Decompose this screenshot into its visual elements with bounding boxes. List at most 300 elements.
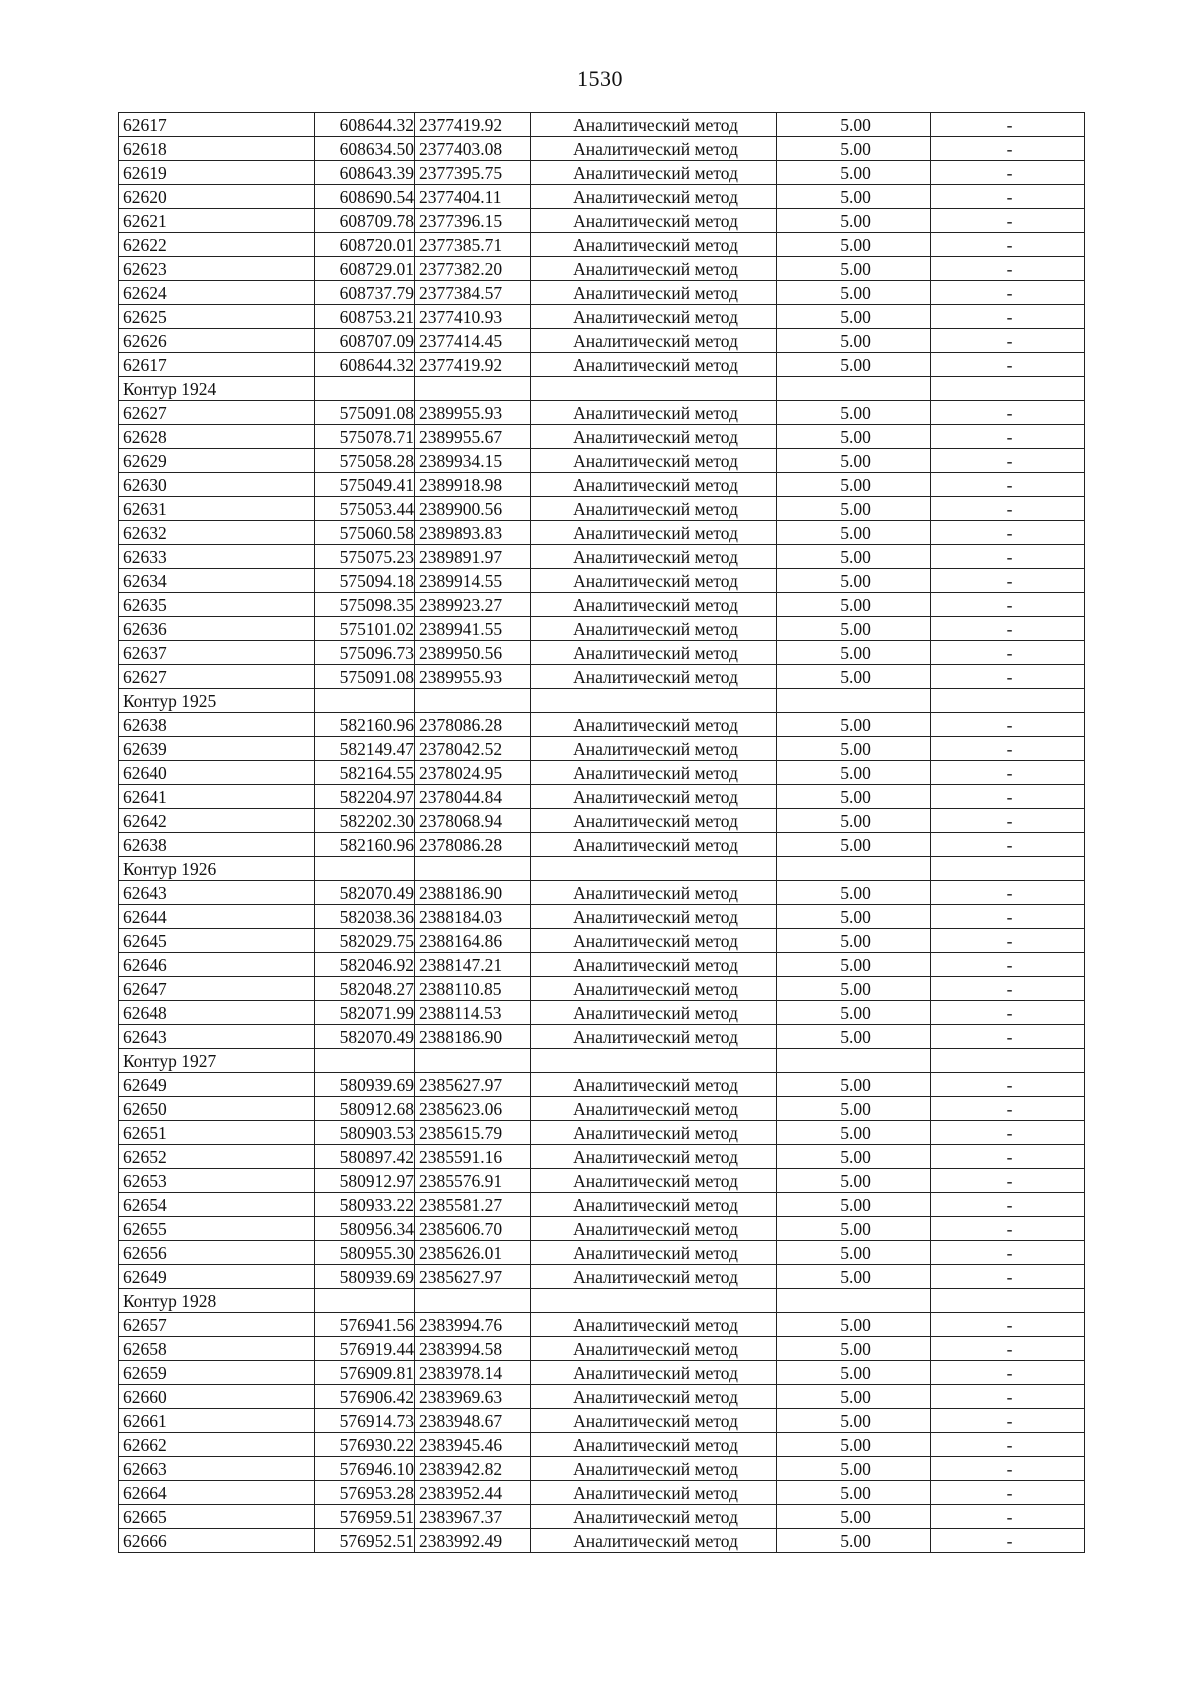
note-cell: -	[931, 329, 1085, 353]
point-id-cell: 62619	[119, 161, 315, 185]
method-cell: Аналитический метод	[531, 161, 777, 185]
method-cell: Аналитический метод	[531, 1361, 777, 1385]
note-cell: -	[931, 1025, 1085, 1049]
accuracy-cell: 5.00	[777, 281, 931, 305]
method-cell: Аналитический метод	[531, 497, 777, 521]
x-coordinate-cell: 608644.32	[315, 113, 415, 137]
empty-cell	[415, 1049, 531, 1073]
table-row	[119, 545, 1085, 569]
empty-cell	[315, 1289, 415, 1313]
method-cell: Аналитический метод	[531, 569, 777, 593]
contour-label: Контур 1928	[119, 1289, 315, 1313]
table-row	[119, 1097, 1085, 1121]
note-cell: -	[931, 161, 1085, 185]
point-id-cell: 62632	[119, 521, 315, 545]
empty-cell	[415, 857, 531, 881]
method-cell: Аналитический метод	[531, 1337, 777, 1361]
accuracy-cell: 5.00	[777, 569, 931, 593]
note-cell: -	[931, 425, 1085, 449]
contour-header-row	[119, 1289, 1085, 1313]
accuracy-cell: 5.00	[777, 113, 931, 137]
y-coordinate-cell: 2383994.58	[415, 1337, 531, 1361]
accuracy-cell: 5.00	[777, 305, 931, 329]
point-id-cell: 62630	[119, 473, 315, 497]
accuracy-cell: 5.00	[777, 1025, 931, 1049]
point-id-cell: 62660	[119, 1385, 315, 1409]
contour-header-row	[119, 1049, 1085, 1073]
point-id-cell: 62640	[119, 761, 315, 785]
y-coordinate-cell: 2385623.06	[415, 1097, 531, 1121]
y-coordinate-cell: 2378024.95	[415, 761, 531, 785]
table-row	[119, 617, 1085, 641]
accuracy-cell: 5.00	[777, 737, 931, 761]
note-cell: -	[931, 113, 1085, 137]
accuracy-cell: 5.00	[777, 497, 931, 521]
note-cell: -	[931, 1505, 1085, 1529]
method-cell: Аналитический метод	[531, 305, 777, 329]
table-row	[119, 1481, 1085, 1505]
x-coordinate-cell: 575091.08	[315, 401, 415, 425]
y-coordinate-cell: 2385627.97	[415, 1265, 531, 1289]
point-id-cell: 62618	[119, 137, 315, 161]
table-row	[119, 1457, 1085, 1481]
y-coordinate-cell: 2383948.67	[415, 1409, 531, 1433]
y-coordinate-cell: 2385606.70	[415, 1217, 531, 1241]
y-coordinate-cell: 2388186.90	[415, 1025, 531, 1049]
point-id-cell: 62625	[119, 305, 315, 329]
x-coordinate-cell: 576959.51	[315, 1505, 415, 1529]
note-cell: -	[931, 497, 1085, 521]
x-coordinate-cell: 582202.30	[315, 809, 415, 833]
y-coordinate-cell: 2378086.28	[415, 833, 531, 857]
accuracy-cell: 5.00	[777, 449, 931, 473]
x-coordinate-cell: 580912.68	[315, 1097, 415, 1121]
point-id-cell: 62656	[119, 1241, 315, 1265]
point-id-cell: 62664	[119, 1481, 315, 1505]
x-coordinate-cell: 575058.28	[315, 449, 415, 473]
coordinates-table	[118, 112, 1085, 1553]
point-id-cell: 62654	[119, 1193, 315, 1217]
y-coordinate-cell: 2378044.84	[415, 785, 531, 809]
point-id-cell: 62639	[119, 737, 315, 761]
accuracy-cell: 5.00	[777, 257, 931, 281]
contour-label: Контур 1927	[119, 1049, 315, 1073]
method-cell: Аналитический метод	[531, 905, 777, 929]
table-row	[119, 1361, 1085, 1385]
method-cell: Аналитический метод	[531, 1025, 777, 1049]
contour-label: Контур 1925	[119, 689, 315, 713]
point-id-cell: 62628	[119, 425, 315, 449]
accuracy-cell: 5.00	[777, 521, 931, 545]
table-row	[119, 209, 1085, 233]
note-cell: -	[931, 1001, 1085, 1025]
accuracy-cell: 5.00	[777, 545, 931, 569]
table-row	[119, 1529, 1085, 1553]
note-cell: -	[931, 785, 1085, 809]
table-row	[119, 257, 1085, 281]
note-cell: -	[931, 1169, 1085, 1193]
x-coordinate-cell: 608709.78	[315, 209, 415, 233]
note-cell: -	[931, 449, 1085, 473]
x-coordinate-cell: 580956.34	[315, 1217, 415, 1241]
x-coordinate-cell: 608737.79	[315, 281, 415, 305]
method-cell: Аналитический метод	[531, 1169, 777, 1193]
point-id-cell: 62641	[119, 785, 315, 809]
note-cell: -	[931, 353, 1085, 377]
method-cell: Аналитический метод	[531, 1241, 777, 1265]
method-cell: Аналитический метод	[531, 1313, 777, 1337]
x-coordinate-cell: 580955.30	[315, 1241, 415, 1265]
y-coordinate-cell: 2377419.92	[415, 353, 531, 377]
method-cell: Аналитический метод	[531, 329, 777, 353]
x-coordinate-cell: 582071.99	[315, 1001, 415, 1025]
point-id-cell: 62661	[119, 1409, 315, 1433]
empty-cell	[931, 857, 1085, 881]
y-coordinate-cell: 2383992.49	[415, 1529, 531, 1553]
method-cell: Аналитический метод	[531, 113, 777, 137]
accuracy-cell: 5.00	[777, 1073, 931, 1097]
note-cell: -	[931, 809, 1085, 833]
x-coordinate-cell: 575098.35	[315, 593, 415, 617]
y-coordinate-cell: 2378042.52	[415, 737, 531, 761]
point-id-cell: 62623	[119, 257, 315, 281]
method-cell: Аналитический метод	[531, 1193, 777, 1217]
accuracy-cell: 5.00	[777, 665, 931, 689]
empty-cell	[777, 689, 931, 713]
method-cell: Аналитический метод	[531, 209, 777, 233]
table-row	[119, 713, 1085, 737]
y-coordinate-cell: 2389955.67	[415, 425, 531, 449]
point-id-cell: 62638	[119, 713, 315, 737]
x-coordinate-cell: 582038.36	[315, 905, 415, 929]
accuracy-cell: 5.00	[777, 1433, 931, 1457]
accuracy-cell: 5.00	[777, 1529, 931, 1553]
table-row	[119, 1385, 1085, 1409]
note-cell: -	[931, 545, 1085, 569]
point-id-cell: 62633	[119, 545, 315, 569]
method-cell: Аналитический метод	[531, 1385, 777, 1409]
coordinates-table-body	[119, 113, 1085, 1553]
method-cell: Аналитический метод	[531, 617, 777, 641]
table-row	[119, 641, 1085, 665]
table-row	[119, 185, 1085, 209]
table-row	[119, 737, 1085, 761]
note-cell: -	[931, 833, 1085, 857]
note-cell: -	[931, 641, 1085, 665]
table-row	[119, 905, 1085, 929]
table-row	[119, 329, 1085, 353]
empty-cell	[931, 1289, 1085, 1313]
accuracy-cell: 5.00	[777, 1169, 931, 1193]
contour-header-row	[119, 857, 1085, 881]
method-cell: Аналитический метод	[531, 281, 777, 305]
method-cell: Аналитический метод	[531, 1433, 777, 1457]
note-cell: -	[931, 1337, 1085, 1361]
point-id-cell: 62657	[119, 1313, 315, 1337]
accuracy-cell: 5.00	[777, 1217, 931, 1241]
note-cell: -	[931, 881, 1085, 905]
point-id-cell: 62655	[119, 1217, 315, 1241]
accuracy-cell: 5.00	[777, 329, 931, 353]
point-id-cell: 62646	[119, 953, 315, 977]
x-coordinate-cell: 582070.49	[315, 881, 415, 905]
table-row	[119, 977, 1085, 1001]
accuracy-cell: 5.00	[777, 425, 931, 449]
note-cell: -	[931, 1073, 1085, 1097]
point-id-cell: 62635	[119, 593, 315, 617]
method-cell: Аналитический метод	[531, 833, 777, 857]
method-cell: Аналитический метод	[531, 881, 777, 905]
y-coordinate-cell: 2385591.16	[415, 1145, 531, 1169]
note-cell: -	[931, 209, 1085, 233]
note-cell: -	[931, 1433, 1085, 1457]
note-cell: -	[931, 1361, 1085, 1385]
note-cell: -	[931, 1481, 1085, 1505]
method-cell: Аналитический метод	[531, 713, 777, 737]
empty-cell	[415, 1289, 531, 1313]
x-coordinate-cell: 575049.41	[315, 473, 415, 497]
method-cell: Аналитический метод	[531, 1073, 777, 1097]
x-coordinate-cell: 608643.39	[315, 161, 415, 185]
y-coordinate-cell: 2388184.03	[415, 905, 531, 929]
table-row	[119, 929, 1085, 953]
table-row	[119, 569, 1085, 593]
y-coordinate-cell: 2389923.27	[415, 593, 531, 617]
accuracy-cell: 5.00	[777, 401, 931, 425]
method-cell: Аналитический метод	[531, 1457, 777, 1481]
y-coordinate-cell: 2377403.08	[415, 137, 531, 161]
y-coordinate-cell: 2388147.21	[415, 953, 531, 977]
note-cell: -	[931, 521, 1085, 545]
point-id-cell: 62647	[119, 977, 315, 1001]
method-cell: Аналитический метод	[531, 1001, 777, 1025]
note-cell: -	[931, 401, 1085, 425]
accuracy-cell: 5.00	[777, 1361, 931, 1385]
note-cell: -	[931, 1265, 1085, 1289]
method-cell: Аналитический метод	[531, 809, 777, 833]
note-cell: -	[931, 1193, 1085, 1217]
table-row	[119, 497, 1085, 521]
x-coordinate-cell: 575078.71	[315, 425, 415, 449]
note-cell: -	[931, 977, 1085, 1001]
note-cell: -	[931, 1409, 1085, 1433]
x-coordinate-cell: 582029.75	[315, 929, 415, 953]
table-row	[119, 113, 1085, 137]
table-row	[119, 353, 1085, 377]
table-row	[119, 881, 1085, 905]
y-coordinate-cell: 2389941.55	[415, 617, 531, 641]
accuracy-cell: 5.00	[777, 617, 931, 641]
method-cell: Аналитический метод	[531, 257, 777, 281]
y-coordinate-cell: 2385626.01	[415, 1241, 531, 1265]
x-coordinate-cell: 582164.55	[315, 761, 415, 785]
point-id-cell: 62627	[119, 401, 315, 425]
table-row	[119, 1025, 1085, 1049]
point-id-cell: 62662	[119, 1433, 315, 1457]
table-row	[119, 1073, 1085, 1097]
x-coordinate-cell: 575096.73	[315, 641, 415, 665]
point-id-cell: 62663	[119, 1457, 315, 1481]
note-cell: -	[931, 761, 1085, 785]
empty-cell	[315, 857, 415, 881]
method-cell: Аналитический метод	[531, 593, 777, 617]
table-row	[119, 1001, 1085, 1025]
accuracy-cell: 5.00	[777, 1481, 931, 1505]
y-coordinate-cell: 2383994.76	[415, 1313, 531, 1337]
x-coordinate-cell: 580939.69	[315, 1073, 415, 1097]
accuracy-cell: 5.00	[777, 185, 931, 209]
y-coordinate-cell: 2389900.56	[415, 497, 531, 521]
method-cell: Аналитический метод	[531, 1505, 777, 1529]
accuracy-cell: 5.00	[777, 1409, 931, 1433]
method-cell: Аналитический метод	[531, 977, 777, 1001]
y-coordinate-cell: 2389918.98	[415, 473, 531, 497]
x-coordinate-cell: 608707.09	[315, 329, 415, 353]
table-row	[119, 1241, 1085, 1265]
y-coordinate-cell: 2389891.97	[415, 545, 531, 569]
accuracy-cell: 5.00	[777, 905, 931, 929]
empty-cell	[777, 377, 931, 401]
empty-cell	[415, 377, 531, 401]
point-id-cell: 62627	[119, 665, 315, 689]
empty-cell	[315, 689, 415, 713]
empty-cell	[777, 1289, 931, 1313]
x-coordinate-cell: 576941.56	[315, 1313, 415, 1337]
method-cell: Аналитический метод	[531, 1121, 777, 1145]
table-row	[119, 953, 1085, 977]
method-cell: Аналитический метод	[531, 401, 777, 425]
table-row	[119, 1505, 1085, 1529]
method-cell: Аналитический метод	[531, 1145, 777, 1169]
note-cell: -	[931, 1457, 1085, 1481]
empty-cell	[777, 1049, 931, 1073]
table-row	[119, 1409, 1085, 1433]
point-id-cell: 62642	[119, 809, 315, 833]
x-coordinate-cell: 575053.44	[315, 497, 415, 521]
x-coordinate-cell: 576909.81	[315, 1361, 415, 1385]
note-cell: -	[931, 929, 1085, 953]
empty-cell	[531, 1049, 777, 1073]
method-cell: Аналитический метод	[531, 233, 777, 257]
accuracy-cell: 5.00	[777, 929, 931, 953]
method-cell: Аналитический метод	[531, 665, 777, 689]
table-row	[119, 233, 1085, 257]
accuracy-cell: 5.00	[777, 977, 931, 1001]
accuracy-cell: 5.00	[777, 761, 931, 785]
accuracy-cell: 5.00	[777, 953, 931, 977]
x-coordinate-cell: 576930.22	[315, 1433, 415, 1457]
x-coordinate-cell: 576919.44	[315, 1337, 415, 1361]
table-row	[119, 473, 1085, 497]
table-row	[119, 761, 1085, 785]
y-coordinate-cell: 2377385.71	[415, 233, 531, 257]
method-cell: Аналитический метод	[531, 449, 777, 473]
accuracy-cell: 5.00	[777, 233, 931, 257]
accuracy-cell: 5.00	[777, 1337, 931, 1361]
note-cell: -	[931, 737, 1085, 761]
note-cell: -	[931, 257, 1085, 281]
point-id-cell: 62631	[119, 497, 315, 521]
empty-cell	[315, 1049, 415, 1073]
y-coordinate-cell: 2389934.15	[415, 449, 531, 473]
method-cell: Аналитический метод	[531, 1409, 777, 1433]
method-cell: Аналитический метод	[531, 1097, 777, 1121]
y-coordinate-cell: 2389914.55	[415, 569, 531, 593]
table-row	[119, 1337, 1085, 1361]
table-row	[119, 1313, 1085, 1337]
accuracy-cell: 5.00	[777, 1265, 931, 1289]
point-id-cell: 62620	[119, 185, 315, 209]
point-id-cell: 62658	[119, 1337, 315, 1361]
method-cell: Аналитический метод	[531, 185, 777, 209]
table-row	[119, 161, 1085, 185]
point-id-cell: 62643	[119, 1025, 315, 1049]
accuracy-cell: 5.00	[777, 1193, 931, 1217]
point-id-cell: 62645	[119, 929, 315, 953]
accuracy-cell: 5.00	[777, 1097, 931, 1121]
table-row	[119, 665, 1085, 689]
y-coordinate-cell: 2383969.63	[415, 1385, 531, 1409]
method-cell: Аналитический метод	[531, 761, 777, 785]
note-cell: -	[931, 1385, 1085, 1409]
point-id-cell: 62636	[119, 617, 315, 641]
accuracy-cell: 5.00	[777, 1121, 931, 1145]
note-cell: -	[931, 617, 1085, 641]
x-coordinate-cell: 576906.42	[315, 1385, 415, 1409]
note-cell: -	[931, 1121, 1085, 1145]
empty-cell	[531, 857, 777, 881]
table-row	[119, 521, 1085, 545]
method-cell: Аналитический метод	[531, 953, 777, 977]
accuracy-cell: 5.00	[777, 353, 931, 377]
table-row	[119, 449, 1085, 473]
y-coordinate-cell: 2385627.97	[415, 1073, 531, 1097]
method-cell: Аналитический метод	[531, 1217, 777, 1241]
x-coordinate-cell: 582160.96	[315, 833, 415, 857]
x-coordinate-cell: 575091.08	[315, 665, 415, 689]
y-coordinate-cell: 2383967.37	[415, 1505, 531, 1529]
note-cell: -	[931, 185, 1085, 209]
method-cell: Аналитический метод	[531, 1529, 777, 1553]
y-coordinate-cell: 2388164.86	[415, 929, 531, 953]
note-cell: -	[931, 905, 1085, 929]
contour-header-row	[119, 689, 1085, 713]
table-row	[119, 137, 1085, 161]
x-coordinate-cell: 575101.02	[315, 617, 415, 641]
point-id-cell: 62622	[119, 233, 315, 257]
x-coordinate-cell: 580903.53	[315, 1121, 415, 1145]
note-cell: -	[931, 1145, 1085, 1169]
y-coordinate-cell: 2377404.11	[415, 185, 531, 209]
point-id-cell: 62653	[119, 1169, 315, 1193]
x-coordinate-cell: 608644.32	[315, 353, 415, 377]
y-coordinate-cell: 2385581.27	[415, 1193, 531, 1217]
accuracy-cell: 5.00	[777, 593, 931, 617]
point-id-cell: 62643	[119, 881, 315, 905]
y-coordinate-cell: 2383942.82	[415, 1457, 531, 1481]
point-id-cell: 62665	[119, 1505, 315, 1529]
note-cell: -	[931, 1313, 1085, 1337]
table-row	[119, 1169, 1085, 1193]
note-cell: -	[931, 953, 1085, 977]
contour-label: Контур 1924	[119, 377, 315, 401]
y-coordinate-cell: 2377410.93	[415, 305, 531, 329]
empty-cell	[531, 689, 777, 713]
table-row	[119, 593, 1085, 617]
empty-cell	[531, 1289, 777, 1313]
x-coordinate-cell: 580912.97	[315, 1169, 415, 1193]
note-cell: -	[931, 1217, 1085, 1241]
